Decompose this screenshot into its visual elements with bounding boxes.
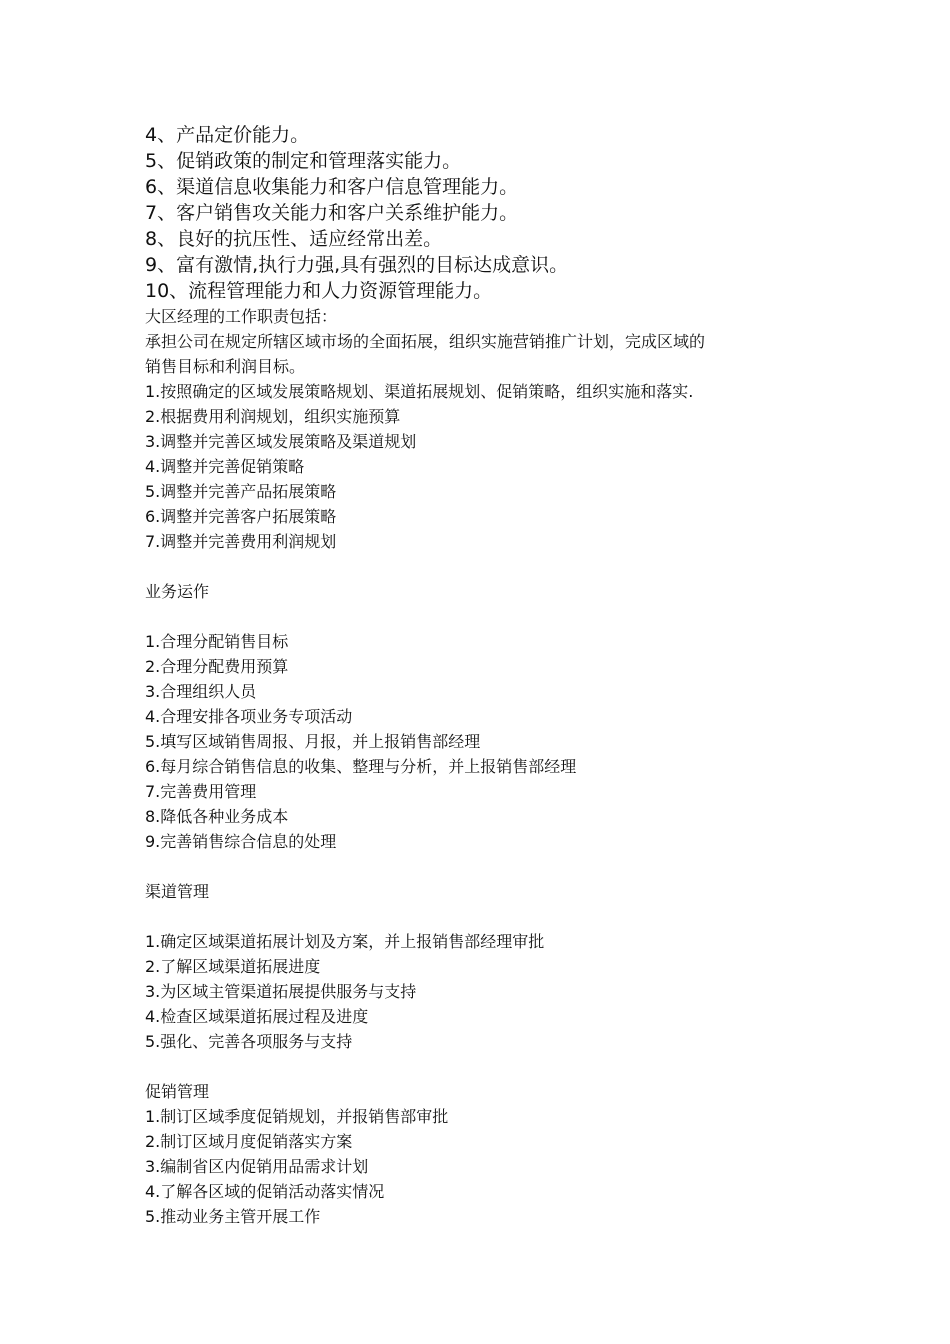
operations-item: 4.合理安排各项业务专项活动 — [145, 707, 353, 726]
spacer — [145, 854, 845, 879]
operations-heading: 业务运作 — [145, 582, 210, 601]
operations-item: 3.合理组织人员 — [145, 682, 257, 701]
spacer — [145, 604, 845, 629]
duties-heading: 大区经理的工作职责包括： — [145, 307, 338, 326]
ability-item: 7、客户销售攻关能力和客户关系维护能力。 — [145, 202, 519, 224]
promotion-item: 2.制订区域月度促销落实方案 — [145, 1132, 353, 1151]
operations-item: 6.每月综合销售信息的收集、整理与分析，并上报销售部经理 — [145, 757, 577, 776]
channel-item: 3.为区域主管渠道拓展提供服务与支持 — [145, 982, 417, 1001]
duties-section — [145, 304, 845, 1229]
operations-item: 2.合理分配费用预算 — [145, 657, 289, 676]
promotion-item: 4.了解各区域的促销活动落实情况 — [145, 1182, 385, 1201]
promotion-heading: 促销管理 — [145, 1082, 210, 1101]
duties-intro-line: 销售目标和利润目标。 — [145, 357, 306, 376]
channel-item: 2.了解区域渠道拓展进度 — [145, 957, 321, 976]
ability-item: 6、渠道信息收集能力和客户信息管理能力。 — [145, 176, 519, 198]
operations-item: 1.合理分配销售目标 — [145, 632, 289, 651]
duty-item: 5.调整并完善产品拓展策略 — [145, 482, 337, 501]
spacer — [145, 1054, 845, 1079]
ability-item: 4、产品定价能力。 — [145, 124, 310, 146]
channel-item: 1.确定区域渠道拓展计划及方案，并上报销售部经理审批 — [145, 932, 545, 951]
ability-list — [145, 122, 845, 304]
duty-item: 1.按照确定的区域发展策略规划、渠道拓展规划、促销策略，组织实施和落实. — [145, 382, 694, 401]
duty-item: 4.调整并完善促销策略 — [145, 457, 305, 476]
ability-item: 8、良好的抗压性、适应经常出差。 — [145, 228, 443, 250]
operations-item: 8.降低各种业务成本 — [145, 807, 289, 826]
ability-item: 5、促销政策的制定和管理落实能力。 — [145, 150, 462, 172]
duty-item: 3.调整并完善区域发展策略及渠道规划 — [145, 432, 417, 451]
duties-intro-line: 承担公司在规定所辖区域市场的全面拓展，组织实施营销推广计划，完成区域的 — [145, 332, 706, 351]
duty-item: 2.根据费用利润规划，组织实施预算 — [145, 407, 401, 426]
operations-item: 5.填写区域销售周报、月报，并上报销售部经理 — [145, 732, 481, 751]
promotion-item: 5.推动业务主管开展工作 — [145, 1207, 321, 1226]
ability-item: 10、流程管理能力和人力资源管理能力。 — [145, 280, 493, 302]
promotion-item: 1.制订区域季度促销规划，并报销售部审批 — [145, 1107, 449, 1126]
operations-item: 7.完善费用管理 — [145, 782, 257, 801]
duty-item: 7.调整并完善费用利润规划 — [145, 532, 337, 551]
promotion-item: 3.编制省区内促销用品需求计划 — [145, 1157, 369, 1176]
operations-item: 9.完善销售综合信息的处理 — [145, 832, 337, 851]
duty-item: 6.调整并完善客户拓展策略 — [145, 507, 337, 526]
ability-item: 9、富有激情,执行力强,具有强烈的目标达成意识。 — [145, 254, 569, 276]
channel-item: 5.强化、完善各项服务与支持 — [145, 1032, 353, 1051]
channel-item: 4.检查区域渠道拓展过程及进度 — [145, 1007, 369, 1026]
channel-heading: 渠道管理 — [145, 882, 210, 901]
spacer — [145, 554, 845, 579]
spacer — [145, 904, 845, 929]
document-page — [145, 122, 845, 1229]
